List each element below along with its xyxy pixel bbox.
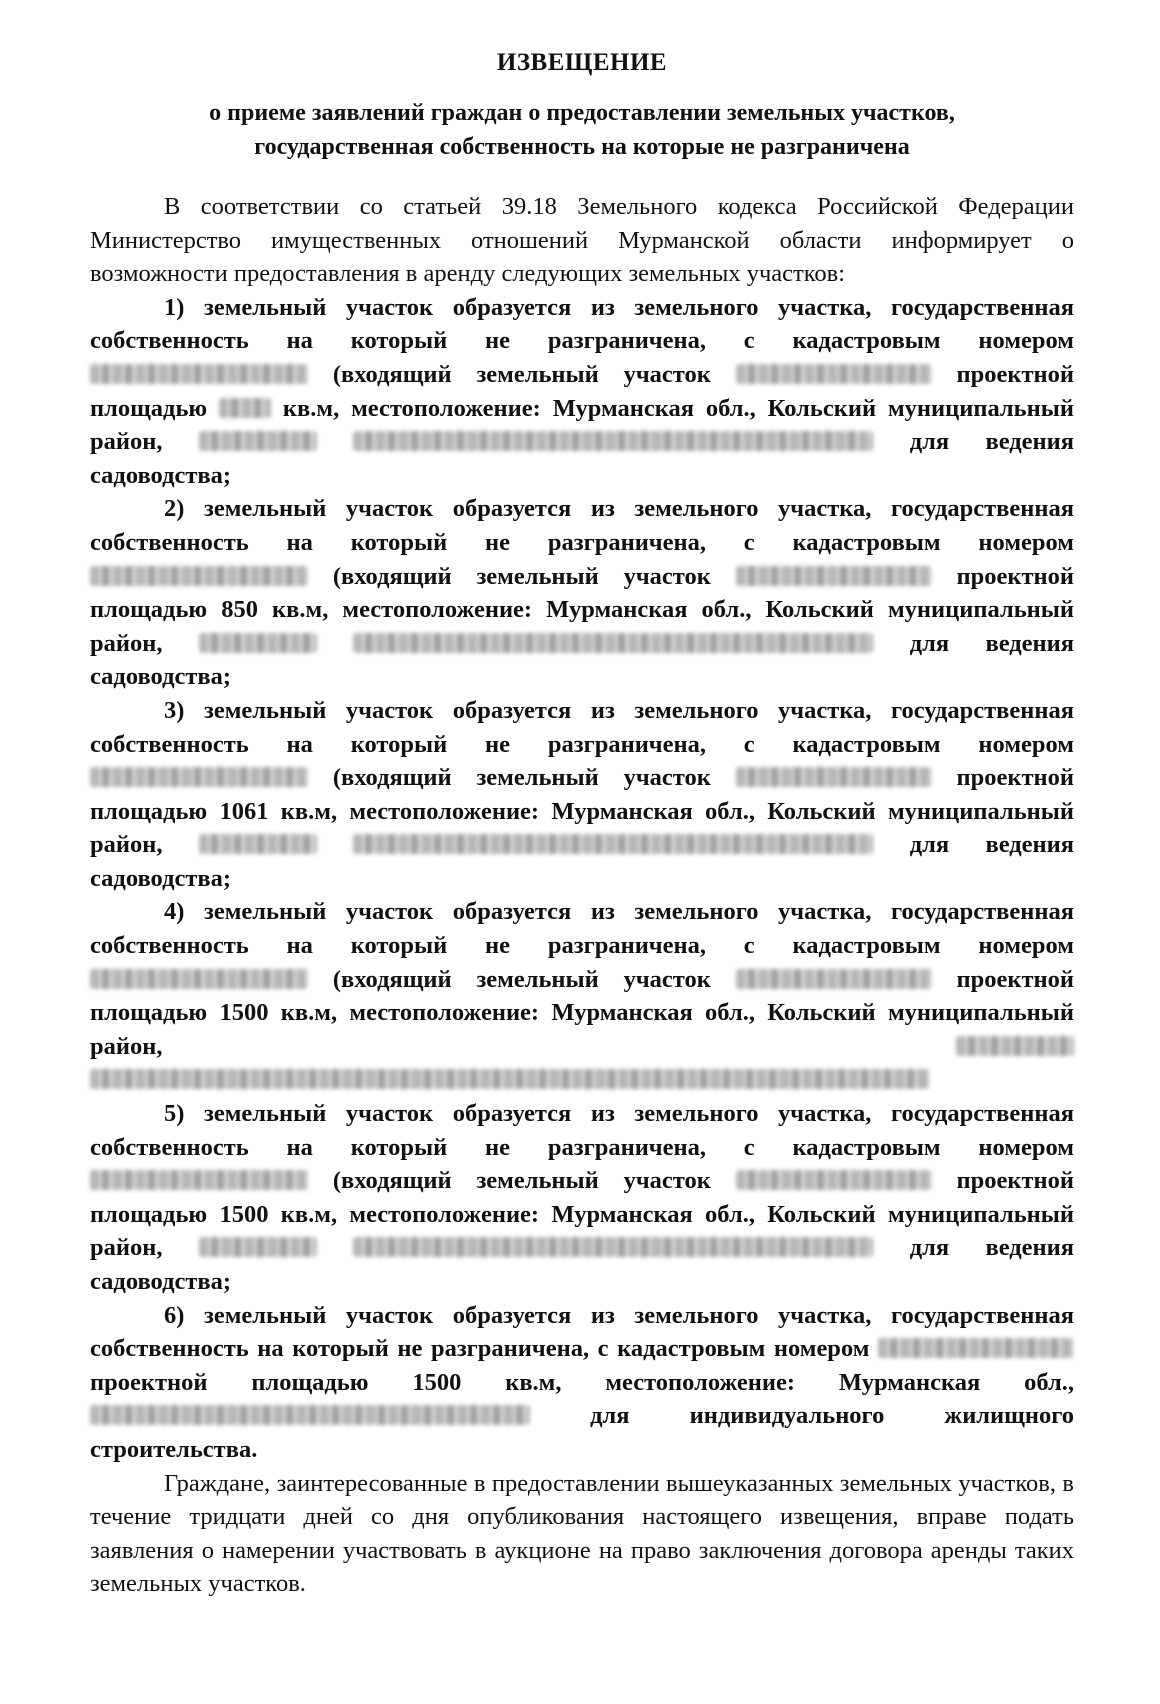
item-area-label: проектной площадью bbox=[90, 360, 1074, 422]
subtitle-line-2: государственная собственность на которые не разграничена bbox=[254, 134, 910, 160]
item-purpose: для ведения садоводства; bbox=[90, 428, 1075, 489]
item-incoming: (входящий земельный участок bbox=[332, 562, 711, 590]
item-region: Мурманская обл., Кольский муниципальный район, bbox=[90, 596, 1075, 657]
item-area-unit: кв.м, местоположение: bbox=[280, 999, 540, 1027]
item-area: 1500 bbox=[219, 1200, 269, 1228]
item-prefix: земельный участок образуется из земельного участка, государственная собственность на который не разграничена, с кадастровым номером bbox=[90, 1100, 1075, 1161]
item-number: 5) bbox=[164, 1100, 185, 1128]
redacted-location bbox=[199, 431, 317, 451]
item-area: 1061 bbox=[219, 797, 269, 825]
item-area-unit: кв.м, местоположение: bbox=[280, 797, 540, 825]
document-title: ИЗВЕЩЕНИЕ bbox=[496, 49, 668, 76]
item-area: 850 bbox=[221, 596, 258, 624]
item-prefix: земельный участок образуется из земельного участка, государственная собственность на который не разграничена, с кадастровым номером bbox=[90, 898, 1075, 960]
redacted-incoming-number bbox=[736, 767, 932, 787]
item-region: Мурманская обл., Кольский муниципальный район, bbox=[90, 797, 1075, 859]
item-purpose: для индивидуального жилищного строительства. bbox=[90, 1402, 1074, 1463]
item-number: 4) bbox=[164, 898, 185, 926]
item-region: Мурманская обл., Кольский муниципальный район, bbox=[90, 999, 1075, 1060]
redacted-cadastral-number bbox=[90, 566, 308, 586]
item-prefix: земельный участок образуется из земельного участка, государственная собственность на который не разграничена, с кадастровым номером bbox=[90, 696, 1075, 758]
item-area-unit: кв.м, местоположение: bbox=[282, 394, 541, 422]
item-prefix: земельный участок образуется из земельного участка, государственная собственность на который не разграничена, с кадастровым номером bbox=[90, 1301, 1075, 1363]
redacted-location bbox=[199, 1237, 317, 1257]
redacted-cadastral-number bbox=[90, 969, 308, 989]
list-item bbox=[90, 895, 1074, 1097]
redacted-incoming-number bbox=[736, 969, 932, 989]
item-area: 1500 bbox=[219, 999, 269, 1027]
redacted-location bbox=[353, 1237, 873, 1257]
item-incoming: (входящий земельный участок bbox=[332, 764, 711, 792]
redacted-cadastral-number bbox=[90, 364, 308, 384]
item-area-label: проектной площадью bbox=[90, 965, 1074, 1027]
redacted-cadastral-number bbox=[878, 1338, 1074, 1358]
item-prefix: земельный участок образуется из земельного участка, государственная собственность на который не разграничена, с кадастровым номером bbox=[90, 495, 1075, 556]
intro-paragraph: В соответствии со статьей 39.18 Земельного кодекса Российской Федерации Министерство имущественных отношений Мурманской области информирует о возможности предоставления в аренду следующих земельных участков: bbox=[90, 193, 1074, 288]
redacted-location bbox=[90, 1069, 930, 1089]
redacted-cadastral-number bbox=[90, 767, 308, 787]
item-purpose: для ведения садоводства; bbox=[90, 1234, 1075, 1295]
item-incoming: (входящий земельный участок bbox=[332, 965, 711, 993]
redacted-location bbox=[353, 834, 873, 854]
item-area-label: проектной площадью bbox=[90, 764, 1074, 825]
item-region: Мурманская обл., Кольский муниципальный район, bbox=[90, 1200, 1075, 1262]
redacted-location bbox=[90, 1405, 530, 1425]
item-purpose: для ведения садоводства; bbox=[90, 629, 1075, 691]
item-region: Мурманская обл., Кольский муниципальный район, bbox=[90, 394, 1074, 456]
item-incoming: (входящий земельный участок bbox=[332, 1167, 711, 1195]
item-number: 2) bbox=[164, 495, 185, 523]
redacted-incoming-number bbox=[736, 364, 932, 384]
list-item bbox=[90, 1299, 1074, 1467]
item-area-unit: кв.м, местоположение: bbox=[272, 596, 533, 624]
redacted-location bbox=[199, 834, 317, 854]
item-number: 3) bbox=[164, 696, 185, 724]
redacted-location bbox=[353, 633, 873, 653]
redacted-incoming-number bbox=[736, 566, 932, 586]
item-area-text: проектной площадью 1500 кв.м, местоположение: Мурманская обл., bbox=[90, 1368, 1074, 1396]
item-area-label: проектной площадью bbox=[90, 1167, 1074, 1228]
list-item bbox=[90, 1097, 1074, 1299]
item-area-label: проектной площадью bbox=[90, 562, 1074, 624]
redacted-area bbox=[219, 398, 271, 418]
closing-paragraph: Граждане, заинтересованные в предоставлении вышеуказанных земельных участков, в течение тридцати дней со дня опубликования настоящего извещения, вправе подать заявления о намерении участвовать в аукционе на право заключения договора аренды таких земельных участков. bbox=[90, 1469, 1074, 1598]
redacted-cadastral-number bbox=[90, 1170, 308, 1190]
redacted-incoming-number bbox=[736, 1170, 932, 1190]
item-number: 6) bbox=[164, 1301, 185, 1329]
item-area-unit: кв.м, местоположение: bbox=[280, 1200, 540, 1228]
list-item bbox=[90, 291, 1074, 493]
item-incoming: (входящий земельный участок bbox=[332, 360, 711, 388]
redacted-location bbox=[956, 1036, 1074, 1056]
list-item bbox=[90, 492, 1074, 694]
redacted-location bbox=[353, 431, 873, 451]
redacted-location bbox=[199, 633, 317, 653]
item-prefix: земельный участок образуется из земельного участка, государственная собственность на который не разграничена, с кадастровым номером bbox=[90, 293, 1075, 355]
list-item bbox=[90, 694, 1074, 896]
subtitle-line-1: о приеме заявлений граждан о предоставлении земельных участков, bbox=[209, 100, 955, 126]
item-purpose: для ведения садоводства; bbox=[90, 831, 1075, 892]
item-number: 1) bbox=[164, 293, 185, 321]
document-subtitle bbox=[90, 96, 1074, 164]
